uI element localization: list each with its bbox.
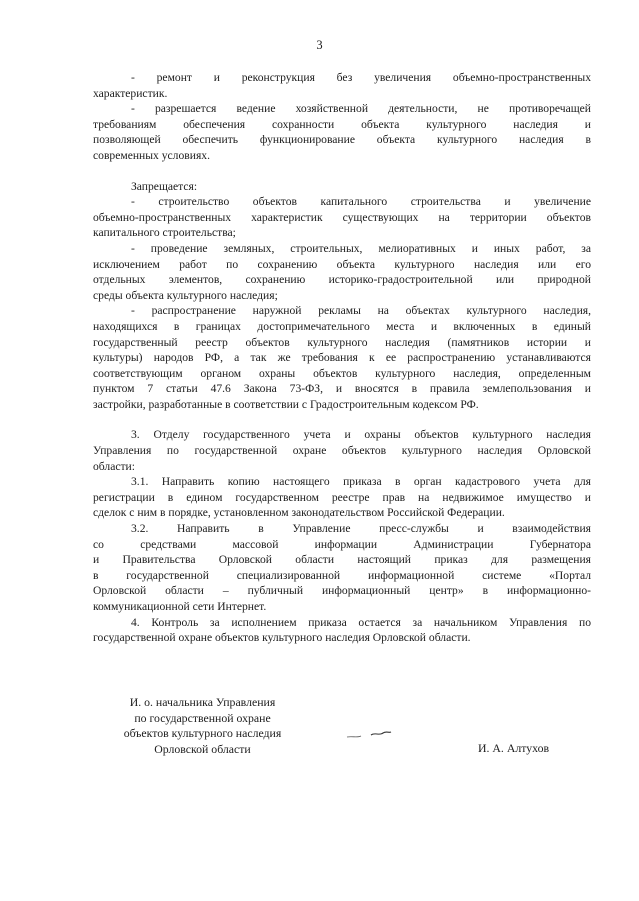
paragraph [93,70,591,101]
text-line: - ремонт и реконструкция без увеличения объемно-пространственных [131,71,591,84]
text-line: пунктом 7 статьи 47.6 Закона 73-ФЗ, и вносятся в правила землепользования и [93,382,591,396]
text-line: исключением работ по сохранению объекта культурного наследия или его [93,257,591,271]
text-line: Орловской области – публичный информационный центр» в информационно- [93,584,591,598]
paragraph [93,241,591,303]
text-line: 3.1. Направить копию настоящего приказа в орган кадастрового учета для [131,475,591,489]
text-line: и Правительства Орловской области настоящий приказ для размещения [93,553,591,567]
signatory-position [100,695,305,757]
text-line: со средствами массовой информации Администрации Губернатора [93,537,591,551]
signatory-name: И. А. Алтухов [478,741,550,755]
paragraph [93,194,591,241]
text-line: застройки, разработанные в соответствии с Градостроительным кодексом РФ. [93,397,479,411]
page-number: 3 [316,38,323,52]
text-line: современных условиях. [93,148,210,162]
paragraph-gap [93,412,591,427]
text-line: 4. Контроль за исполнением приказа остается за начальником Управления по [131,615,591,629]
signatory-position-line: по государственной охране [134,710,271,725]
text-line: Запрещается: [131,179,198,193]
paragraph [93,521,591,615]
text-line: культуры) народов РФ, а так же требования к ее распространению устанавливаются [93,351,591,365]
text-line: регистрации в едином государственном реестре прав на недвижимое имущество и [93,490,591,504]
paragraph [93,474,591,521]
text-line: объемно-пространственных характеристик существующих на территории объектов [93,210,591,224]
text-line: 3. Отделу государственного учета и охраны объектов культурного наследия [131,428,591,442]
text-line: Управления по государственной охране объектов культурного наследия Орловской [93,444,591,458]
text-line: требованиям обеспечения сохранности объекта культурного наследия и [93,117,591,131]
text-line: - распространение наружной рекламы на объектах культурного наследия, [131,304,591,318]
paragraph [93,427,591,474]
text-line: 3.2. Направить в Управление пресс-службы и взаимодействия [131,522,591,536]
text-line: коммуникационной сети Интернет. [93,600,267,613]
text-line: соответствующим органом охраны объектов культурного наследия, определенным [93,366,591,380]
text-line: - разрешается ведение хозяйственной деятельности, не противоречащей [131,102,591,116]
paragraph [93,101,591,163]
signatory-position-line: Орловской области [154,741,251,756]
text-line: находящихся в границах достопримечательного места и включенных в единый [93,319,591,333]
text-line: в государственной специализированной информационной системе «Портал [93,568,591,582]
text-line: - строительство объектов капитального строительства и увеличение [131,195,591,209]
text-line: сделок с ним в порядке, установленном законодательством Российской Федерации. [93,506,505,520]
signatory-position-line: И. о. начальника Управления [129,695,276,709]
paragraph [93,179,591,195]
handwritten-signature-mark [345,727,393,741]
document-body [93,70,591,646]
text-line: области: [93,459,135,473]
text-line: государственной охране объектов культурного наследия Орловской области. [93,631,471,645]
text-line: характеристик. [93,86,168,100]
text-line: позволяющей обеспечить функционирование объекта культурного наследия в [93,133,591,147]
text-line: среды объекта культурного наследия; [93,288,278,302]
text-line: - проведение земляных, строительных, мелиоративных и иных работ, за [131,241,591,255]
signature-block [0,695,639,765]
paragraph [93,615,591,646]
text-line: отдельных элементов, сохранению историко-градостроительной или природной [93,273,591,287]
text-line: государственный реестр объектов культурного наследия (памятников истории и [93,335,591,349]
text-line: капитального строительства; [93,226,236,240]
paragraph-gap [93,164,591,179]
signatory-position-line: объектов культурного наследия [123,726,282,741]
paragraph [93,303,591,412]
